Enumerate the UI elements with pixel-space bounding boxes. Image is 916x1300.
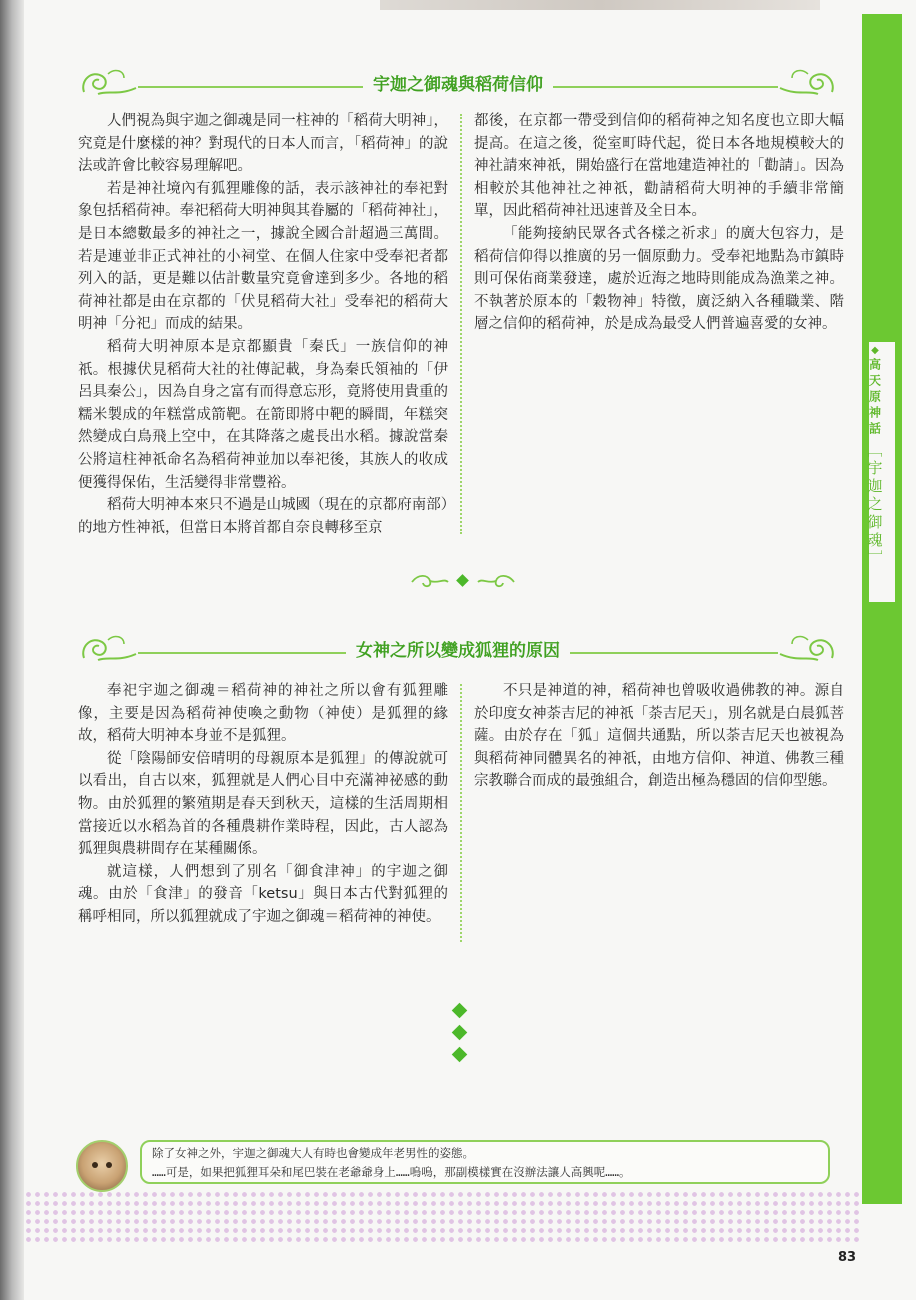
diamond-icon: ◆ (871, 345, 879, 356)
top-edge-strip (380, 0, 820, 10)
paragraph: 稻荷大明神本來只不過是山城國（現在的京都府南部）的地方性神祇，但當日本將首都自奈良轉移至京 (78, 497, 448, 536)
column-divider (460, 114, 462, 534)
section2-right-column (474, 680, 844, 793)
center-ornament-icon (408, 570, 518, 592)
paragraph: 稻荷大明神原本是京都顯貴「秦氏」一族信仰的神祇。根據伏見稻荷大社的社傳記載，身為秦氏領袖的「伊呂具秦公」，因為自身之富有而得意忘形，竟將使用貴重的糯米製成的年糕當成箭靶。在箭即將中靶的瞬間，年糕突然變成白鳥飛上空中，在其降落之處長出水稻。據說當秦公將這柱神祇命名為稻荷神並加以奉祀後，其族人的收成便獲得保佑，生活變得非常豐裕。 (78, 338, 448, 491)
diamond-icon (451, 1025, 467, 1041)
footer-speech-bubble (140, 1140, 830, 1184)
side-topic: ［宇迦之御魂］ (865, 442, 884, 568)
paragraph: 不只是神道的神，稻荷神也曾吸收過佛教的神。源自於印度女神荼吉尼的神祇「荼吉尼天」，別名就是白晨狐菩薩。由於存在「狐」這個共通點，所以荼吉尼天也被視為與稻荷神同體異名的神祇，由地方信仰、神道、佛教三種宗教聯合而成的最強組合，創造出極為穩固的信仰型態。 (474, 683, 844, 790)
page-number: 83 (838, 1250, 857, 1265)
swirl-ornament-icon (778, 64, 838, 104)
diamond-divider (449, 1005, 469, 1071)
paragraph: 奉祀宇迦之御魂＝稻荷神的神社之所以會有狐狸雕像，主要是因為稻荷神使喚之動物（神使）是狐狸的緣故，稻荷大明神本身並不是狐狸。 (78, 683, 448, 745)
column-divider (460, 684, 462, 942)
section2-header (78, 630, 838, 670)
side-chapter-label (863, 345, 887, 568)
paragraph: 若是神社境內有狐狸雕像的話，表示該神社的奉祀對象包括稻荷神。奉祀稻荷大明神與其眷屬的「稻荷神社」，是日本總數最多的神社之一，據說全國合計超過三萬間。若是連並非正式神社的小祠堂、在個人住家中受奉祀者都列入的話，更是難以估計數量究竟會達到多少。各地的稻荷神社都是由在京都的「伏見稻荷大社」受奉祀的稻荷大明神「分祀」而成的結果。 (78, 180, 448, 333)
paragraph: 從「陰陽師安倍晴明的母親原本是狐狸」的傳說就可以看出，自古以來，狐狸就是人們心目中充滿神祕感的動物。由於狐狸的繁殖期是春天到秋天，這樣的生活周期相當接近以水稻為首的各種農耕作業時程，因此，古人認為狐狸與農耕間存在某種關係。 (78, 750, 448, 858)
paragraph: 都後，在京都一帶受到信仰的稻荷神之知名度也立即大幅提高。在這之後，從室町時代起，從日本各地規模較大的神社請來神祇，開始盛行在當地建造神社的「勸請」。因為相較於其他神社之神祇，勸請稻荷大明神的手續非常簡單，因此稻荷神社迅速普及全日本。 (474, 113, 844, 220)
book-spine (0, 0, 24, 1300)
paragraph: 人們視為與宇迦之御魂是同一柱神的「稻荷大明神」，究竟是什麼樣的神？對現代的日本人而言，「稻荷神」的說法或許會比較容易理解吧。 (78, 113, 448, 175)
section1-title: 宇迦之御魂與稻荷信仰 (363, 75, 553, 95)
section1-right-column (474, 110, 844, 336)
dotted-pattern (24, 1190, 862, 1246)
diamond-icon (451, 1003, 467, 1019)
section2-left-column (78, 680, 448, 929)
footer-line1: 除了女神之外，宇迦之御魂大人有時也會變成年老男性的姿態。 (152, 1146, 474, 1160)
swirl-ornament-icon (778, 630, 838, 670)
diamond-icon (451, 1047, 467, 1063)
paragraph: 就這樣，人們想到了別名「御食津神」的宇迦之御魂。由於「食津」的發音「ketsu」與日本古代對狐狸的稱呼相同，所以狐狸就成了宇迦之御魂＝稻荷神的神使。 (78, 863, 448, 925)
footer-line2: ……可是，如果把狐狸耳朵和尾巴裝在老爺爺身上……嗚嗚，那副模樣實在沒辦法讓人高興呢……。 (152, 1165, 631, 1179)
fox-avatar (76, 1140, 128, 1192)
section1-left-column (78, 110, 448, 539)
side-series: 高天原神話 (867, 358, 882, 438)
side-green-bar (862, 14, 902, 1204)
section1-header (78, 64, 838, 104)
section2-title: 女神之所以變成狐狸的原因 (346, 641, 570, 661)
paragraph: 「能夠接納民眾各式各樣之祈求」的廣大包容力，是稻荷信仰得以推廣的另一個原動力。受奉祀地點為市鎮時則可保佑商業發達，處於近海之地時則能成為漁業之神。不執著於原本的「穀物神」特徵，廣泛納入各種職業、階層之信仰的稻荷神，於是成為最受人們普遍喜愛的女神。 (474, 225, 844, 333)
